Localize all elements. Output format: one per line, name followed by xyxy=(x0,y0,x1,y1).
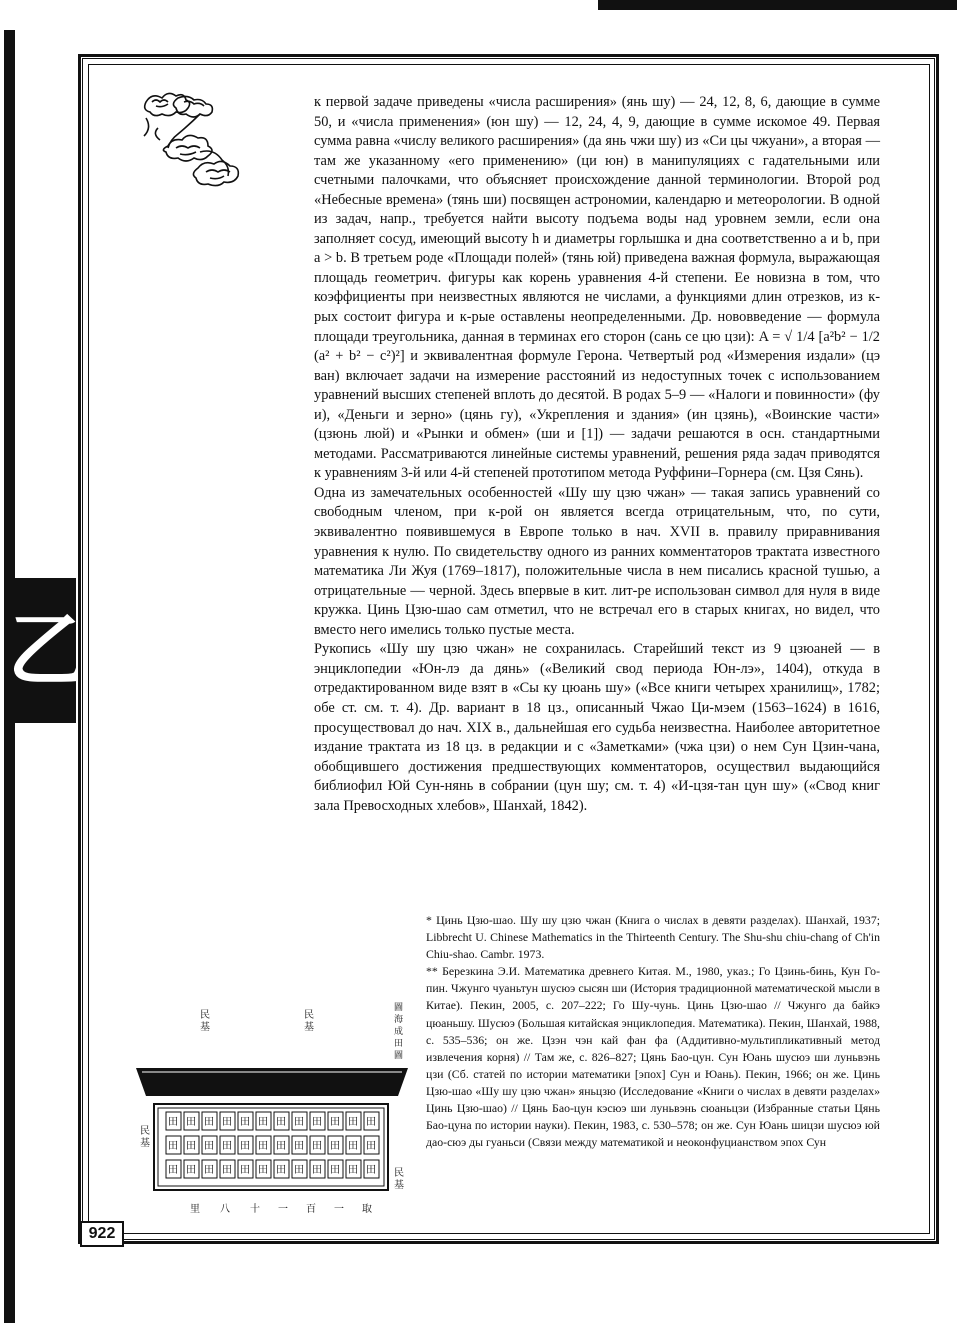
board-top-label: 民 xyxy=(200,1010,210,1021)
board-cell-glyph: 田 xyxy=(276,1141,286,1152)
paragraph: Рукопись «Шу шу цзю чжан» не сохранилась. Старейший текст из 9 цзюаней — в энциклопедии «Юн-лэ да дянь» («Великий свод периода Юн-лэ», 1404), откуда в отредактированном виде взят в «Сы ку цюань шу» («Все книги четырех хранилищ», 1782; обе ст. см. т. 4). Др. вариант в 18 цз., описанный Чжао Ци-мэем (1563–1624) в 1616, просуществовал до нач. XIX в., дальнейшая его судьба неизвестна. Наиболее авторитетное издание трактата из 18 цз. в редакции и с «Заметками» (чжа цзи) о нем Сун Цзин-чана, обобщившего достижения предшествующих комментаторов, осуществил выдающийся библиофил Юй Сун-нянь в собрании (цун шу; см. т. 4) «И-цзя-тан цун шу» («Свод книг зала Превосходных хлебов», Шанхай, 1842). xyxy=(314,641,880,814)
board-bottom-label: 一 xyxy=(334,1204,344,1215)
board-cell-glyph: 田 xyxy=(240,1165,250,1176)
board-side-label: 民 xyxy=(394,1168,404,1179)
board-cell-glyph: 田 xyxy=(366,1165,376,1176)
board-bottom-label: 百 xyxy=(306,1204,316,1215)
board-cell-glyph: 田 xyxy=(348,1141,358,1152)
board-cell-glyph: 田 xyxy=(222,1165,232,1176)
paragraph: к первой задаче приведены «числа расширения» (янь шу) — 24, 12, 8, 6, дающие в сумме 50, и «числа применения» (юн шу) — 12, 24, 4, 9, дающие в сумме искомое 49. Первая сумма равна «числу великого расширения» (да янь чжи шу) из «Си цы чжуани», а вторая — там же указанному «его применению» (ци юн) в манипуляциях с гадательными или счетными палочками, что объясняет происхождение данной терминологии. Второй род «Небесные времена» (тянь ши) посвящен астрономии, календарю и метеорологии. В одной из задач, напр., требуется найти высоту подъема воды над уровнем земли, если она заполняет сосуд, имеющий высоту h и диаметры горлышка и дна соответственно a и b, при a > b. В третьем роде «Площади полей» (тянь юй) приведена важная формула, выражающая площадь геометрич. фигуры как корень уравнения 4-й степени. Ее новизна в том, что коэффициенты при неизвестных являются не числами, а функциями длин отрезков, из к-рых состоит фигура и к-рые оставлены неопределенными. Др. нововведение — формула площади треугольника, данная в терминах его сторон (сань се цю цзи): A = √ 1/4 [a²b² − 1/2 (a² + b² − c²)²] и эквивалентная формуле Герона. Четвертый род «Измерения издали» (цэ ван) включает задачи на измерение расстояний из недоступных точек с использованием уравнений высших степеней вплоть до десятой. В родах 5–9 — «Налоги и повинности» (фу и), «Деньги и зерно» (цянь гу), «Укрепления и здания» (ин цзянь), «Воинские части» (цзюнь люй) и «Рынки и обмен» (ши и [1]) — задачи решаются в осн. стандартными методами. Рассматриваются линейные системы уравнений, решения ряда задач приводятся к уравнениям 3-й или 4-й степеней прототипом метода Руффини–Горнера (см. Цзя Сянь). xyxy=(314,94,880,482)
board-cell-glyph: 田 xyxy=(312,1141,322,1152)
board-bottom-label: 十 xyxy=(250,1204,260,1215)
board-cell-glyph: 田 xyxy=(276,1117,286,1128)
main-text xyxy=(314,93,880,816)
board-top-label: 圖 xyxy=(394,1051,404,1061)
board-top-label: 民 xyxy=(304,1010,314,1021)
board-cell-glyph: 田 xyxy=(276,1165,286,1176)
board-cell-glyph: 田 xyxy=(204,1165,214,1176)
board-cell-glyph: 田 xyxy=(312,1117,322,1128)
board-side-label: 基 xyxy=(140,1138,150,1149)
board-top-label: 田 xyxy=(394,1039,404,1049)
board-cell-glyph: 田 xyxy=(330,1165,340,1176)
board-cell-glyph: 田 xyxy=(294,1117,304,1128)
board-cell-glyph: 田 xyxy=(258,1141,268,1152)
board-cell-glyph: 田 xyxy=(240,1117,250,1128)
board-cell-glyph: 田 xyxy=(294,1141,304,1152)
board-bottom-label: 一 xyxy=(278,1204,288,1215)
board-top-label: 基 xyxy=(200,1022,210,1033)
board-cell-glyph: 田 xyxy=(348,1117,358,1128)
board-cell-glyph: 田 xyxy=(312,1165,322,1176)
board-cell-glyph: 田 xyxy=(168,1165,178,1176)
board-cell-glyph: 田 xyxy=(366,1117,376,1128)
board-cell-glyph: 田 xyxy=(186,1117,196,1128)
board-top-label: 基 xyxy=(304,1022,314,1033)
board-bottom-label: 八 xyxy=(220,1204,230,1215)
board-cell-glyph: 田 xyxy=(330,1117,340,1128)
board-side-label: 基 xyxy=(394,1180,404,1191)
board-cell-glyph: 田 xyxy=(186,1141,196,1152)
board-cell-glyph: 田 xyxy=(348,1165,358,1176)
top-rule xyxy=(598,0,957,10)
page-number: 922 xyxy=(80,1221,124,1247)
paragraph: Одна из замечательных особенностей «Шу шу цзю чжан» — такая запись уравнений со свободным членом, при к-рой он является всегда отрицательным, что, по сути, эквивалентно появившемуся в Европе только в нач. XVII в. правилу приравнивания уравнения к нулю. По свидетельству одного из ранних комментаторов трактата известного математика Ли Жуя (1769–1817), положительные числа в нем писались красной тушью, а отрицательные — черной. Здесь впервые в кит. лит-ре использован символ для нуля в виде кружка. Цинь Цзю-шао сам отметил, что не встречал его в старых книгах, но видел, что вместо него имелись только пустые места. xyxy=(314,484,880,638)
board-cell-glyph: 田 xyxy=(168,1117,178,1128)
board-cell-glyph: 田 xyxy=(204,1117,214,1128)
board-cell-glyph: 田 xyxy=(204,1141,214,1152)
board-cell-glyph: 田 xyxy=(294,1165,304,1176)
field-diagram-illustration xyxy=(136,1000,412,1222)
board-cell-glyph: 田 xyxy=(366,1141,376,1152)
reference-sources: * Цинь Цзю-шао. Шу шу цзю чжан (Книга о числах в девяти разделах). Шанхай, 1937; Libbrecht U. Chinese Mathematics in the Thirteenth Century. The Shu-shu chiu-chang of Ch'in Chiu-shao. Cambr. 1973. xyxy=(426,913,880,962)
board-cell-glyph: 田 xyxy=(186,1165,196,1176)
board-bottom-label: 取 xyxy=(362,1204,372,1215)
board-cell-glyph: 田 xyxy=(168,1141,178,1152)
board-bottom-label: 里 xyxy=(190,1204,200,1215)
reference-literature: ** Березкина Э.И. Математика древнего Китая. М., 1980, указ.; Го Цзинь-бинь, Кун Го-пин. Чжунго чуаньтун шусюэ сысян ши (История традиционной математической мысли в Китае). Пекин, 2005, с. 207–222; Го Шу-чунь. Цинь Цзю-шао // Чжунго да байкэ цюаньшу. Шусюэ (Большая китайская энциклопедия. Математика). Пекин, Шанхай, 1988, с. 535–536; он же. Цзэн чэн кай фан фа (Аддитивно-мультипликативный метод извлечения корня) // Там же, с. 826–827; Цянь Бао-цун. Сун Юань шусюэ ши луньвэнь цзи (Сб. статей по истории математики [эпох] Сун и Юань). Пекин, 1966; он же. Цинь Цзю-шао «Шу шу цзю чжан» яньцзю (Исследование «Книги о числах в девяти разделах» Цинь Цзю-шао) // Цянь Бао-цун кэсюэ ши луньвэнь сюаньцзи (Избранные статьи Цянь Бао-цуна по истории науки). Пекин, 1983, с. 530–578; он же. Сун Юань шицзи шусюэ юй дао-сюэ ды гуаньси (Связи между математикой и неоконфуцианством эпох Сун xyxy=(426,964,880,1150)
board-cell-glyph: 田 xyxy=(222,1141,232,1152)
board-cell-glyph: 田 xyxy=(330,1141,340,1152)
board-top-label: 成 xyxy=(394,1027,404,1037)
references xyxy=(426,912,880,1151)
board-side-label: 民 xyxy=(140,1126,150,1137)
board-cell-glyph: 田 xyxy=(258,1165,268,1176)
board-top-label: 圖 xyxy=(394,1003,404,1013)
board-cell-glyph: 田 xyxy=(240,1141,250,1152)
board-cell-glyph: 田 xyxy=(258,1117,268,1128)
cloud-ornament-icon xyxy=(138,88,268,198)
board-cell-glyph: 田 xyxy=(222,1117,232,1128)
section-tab-glyph: 乙 xyxy=(8,578,76,723)
board-top-label: 海 xyxy=(394,1015,404,1025)
